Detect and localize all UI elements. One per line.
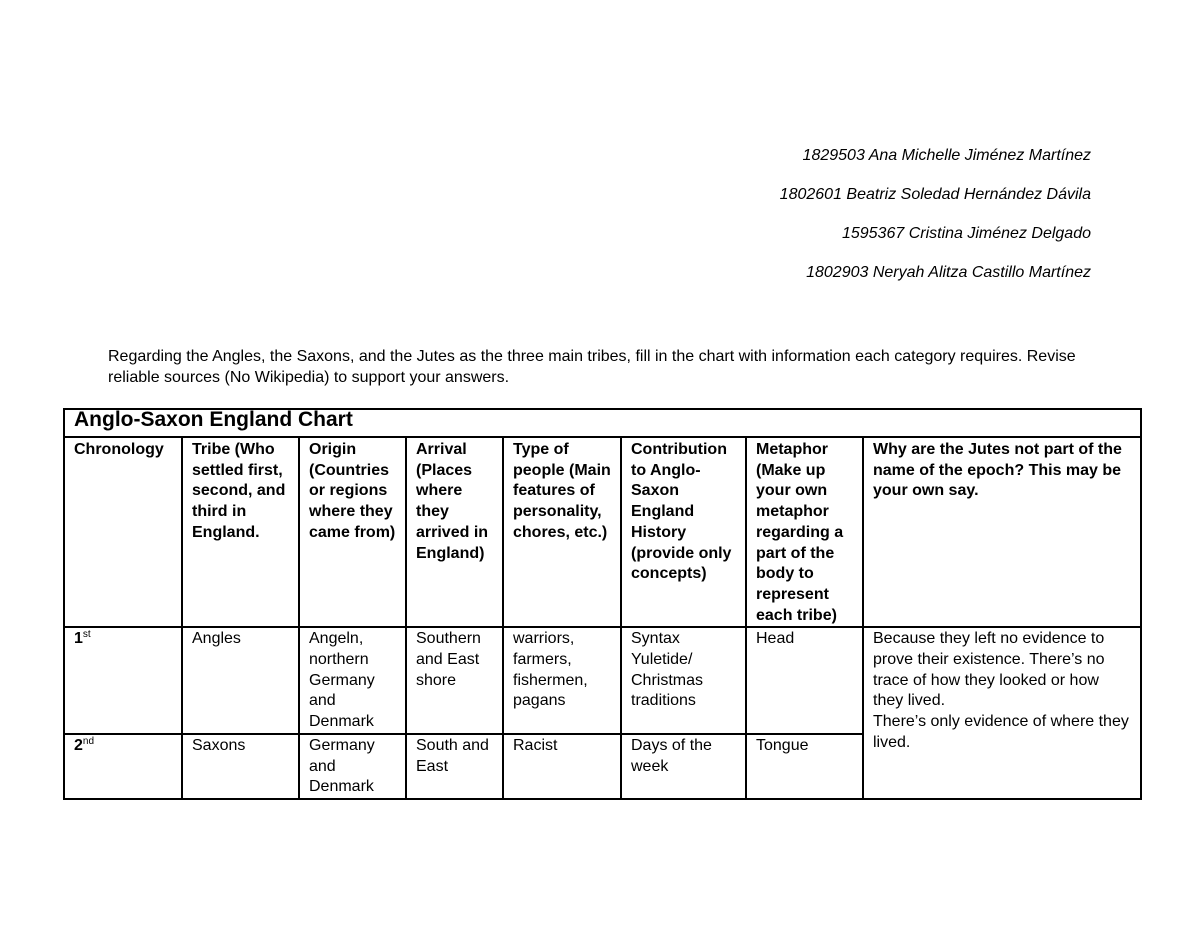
metaphor-cell: Head — [746, 627, 863, 734]
chronology-number: 2 — [74, 736, 83, 754]
arrival-cell: South and East — [406, 734, 503, 799]
header-tribe: Tribe (Who settled first, second, and third in England. — [182, 437, 299, 627]
tribe-cell: Saxons — [182, 734, 299, 799]
header-metaphor: Metaphor (Make up your own metaphor regarding a part of the body to represent each tribe) — [746, 437, 863, 627]
arrival-cell: Southern and East shore — [406, 627, 503, 734]
header-arrival: Arrival (Places where they arrived in England) — [406, 437, 503, 627]
author-line: 1802903 Neryah Alitza Castillo Martínez — [806, 264, 1091, 281]
header-chronology: Chronology — [64, 437, 182, 627]
header-type-of-people: Type of people (Main features of personality, chores, etc.) — [503, 437, 621, 627]
why-jutes-text: Because they left no evidence to prove their existence. There’s no trace of how they looked or how they lived. — [873, 630, 1105, 710]
header-row — [64, 437, 1141, 627]
chronology-suffix: st — [82, 629, 91, 641]
why-jutes-text: There’s only evidence of where they lived. — [873, 713, 1129, 751]
chart-title: Anglo-Saxon England Chart — [64, 409, 1141, 437]
author-line: 1802601 Beatriz Soledad Hernández Dávila — [779, 186, 1091, 203]
type-of-people-cell: Racist — [503, 734, 621, 799]
chronology-suffix: nd — [82, 735, 95, 747]
author-line: 1829503 Ana Michelle Jiménez Martínez — [802, 147, 1091, 164]
title-row — [64, 409, 1141, 437]
tribe-cell: Angles — [182, 627, 299, 734]
author-list — [600, 146, 1091, 302]
contribution-cell: Days of the week — [621, 734, 746, 799]
header-contribution: Contribution to Anglo-Saxon England History (provide only concepts) — [621, 437, 746, 627]
author-line: 1595367 Cristina Jiménez Delgado — [841, 225, 1091, 242]
chronology-number: 1 — [74, 630, 83, 648]
header-why-jutes: Why are the Jutes not part of the name of the epoch? This may be your own say. — [863, 437, 1141, 627]
type-of-people-cell: warriors, farmers, fishermen, pagans — [503, 627, 621, 734]
chronology-cell — [64, 734, 182, 799]
origin-cell: Angeln, northern Germany and Denmark — [299, 627, 406, 734]
header-origin: Origin (Countries or regions where they came from) — [299, 437, 406, 627]
chronology-cell — [64, 627, 182, 734]
anglo-saxon-chart-table — [63, 408, 1142, 800]
origin-cell: Germany and Denmark — [299, 734, 406, 799]
why-jutes-cell — [863, 627, 1141, 799]
contribution-cell: Syntax Yuletide/ Christmas traditions — [621, 627, 746, 734]
instructions-paragraph: Regarding the Angles, the Saxons, and the Jutes as the three main tribes, fill in the chart with information each category requires. Revise reliable sources (No Wikipedia) to support your answers. — [108, 348, 1076, 386]
metaphor-cell: Tongue — [746, 734, 863, 799]
table-row — [64, 627, 1141, 734]
